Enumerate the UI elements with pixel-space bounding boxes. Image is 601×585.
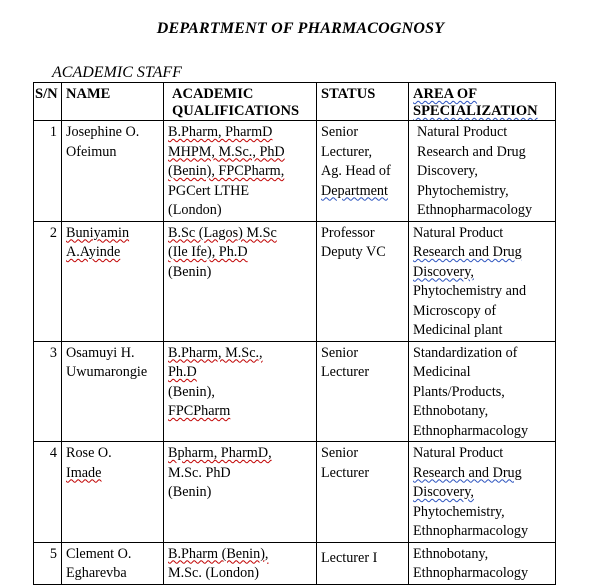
cell-sn: 3 (34, 341, 62, 442)
cell-name: Buniyamin A.Ayinde (62, 221, 164, 341)
cell-sn: 4 (34, 442, 62, 543)
header-name: NAME (62, 83, 164, 121)
cell-name: Josephine O. Ofeimun (62, 121, 164, 222)
cell-area: Ethnobotany, Ethnopharmacology (409, 542, 556, 584)
header-area: AREA OF SPECIALIZATION (409, 83, 556, 121)
cell-sn: 1 (34, 121, 62, 222)
cell-status: Lecturer I (317, 542, 409, 584)
cell-status: Senior Lecturer (317, 442, 409, 543)
cell-name: Rose O. Imade (62, 442, 164, 543)
cell-area: Natural Product Research and Drug Discovery, Phytochemistry, Ethnopharmacology (409, 442, 556, 543)
table-row (34, 542, 556, 584)
section-subtitle: ACADEMIC STAFF (52, 64, 182, 81)
table-row (34, 121, 556, 222)
table-row (34, 221, 556, 341)
cell-name: Osamuyi H. Uwumarongie (62, 341, 164, 442)
cell-qualifications: Bpharm, PharmD, M.Sc. PhD (Benin) (164, 442, 317, 543)
page-title: DEPARTMENT OF PHARMACOGNOSY (156, 20, 445, 37)
cell-area: Standardization of Medicinal Plants/Products, Ethnobotany, Ethnopharmacology (409, 341, 556, 442)
header-qualifications: ACADEMIC QUALIFICATIONS (164, 83, 317, 121)
cell-status: Senior Lecturer, Ag. Head of Department (317, 121, 409, 222)
table-row (34, 442, 556, 543)
cell-sn: 5 (34, 542, 62, 584)
table-header-row (34, 83, 556, 121)
cell-qualifications: B.Pharm, M.Sc., Ph.D (Benin), FPCPharm (164, 341, 317, 442)
cell-name: Clement O. Egharevba (62, 542, 164, 584)
staff-table (33, 82, 556, 585)
cell-sn: 2 (34, 221, 62, 341)
header-sn: S/N (34, 83, 62, 121)
cell-status: Professor Deputy VC (317, 221, 409, 341)
table-row (34, 341, 556, 442)
cell-qualifications: B.Pharm, PharmD MHPM, M.Sc., PhD (Benin), FPCPharm, PGCert LTHE (London) (164, 121, 317, 222)
cell-area: Natural Product Research and Drug Discovery, Phytochemistry and Microscopy of Medicinal plant (409, 221, 556, 341)
cell-area: Natural Product Research and Drug Discovery, Phytochemistry, Ethnopharmacology (409, 121, 556, 222)
cell-qualifications: B.Sc (Lagos) M.Sc (Ile Ife), Ph.D (Benin) (164, 221, 317, 341)
header-status: STATUS (317, 83, 409, 121)
cell-qualifications: B.Pharm (Benin), M.Sc. (London) (164, 542, 317, 584)
cell-status: Senior Lecturer (317, 341, 409, 442)
